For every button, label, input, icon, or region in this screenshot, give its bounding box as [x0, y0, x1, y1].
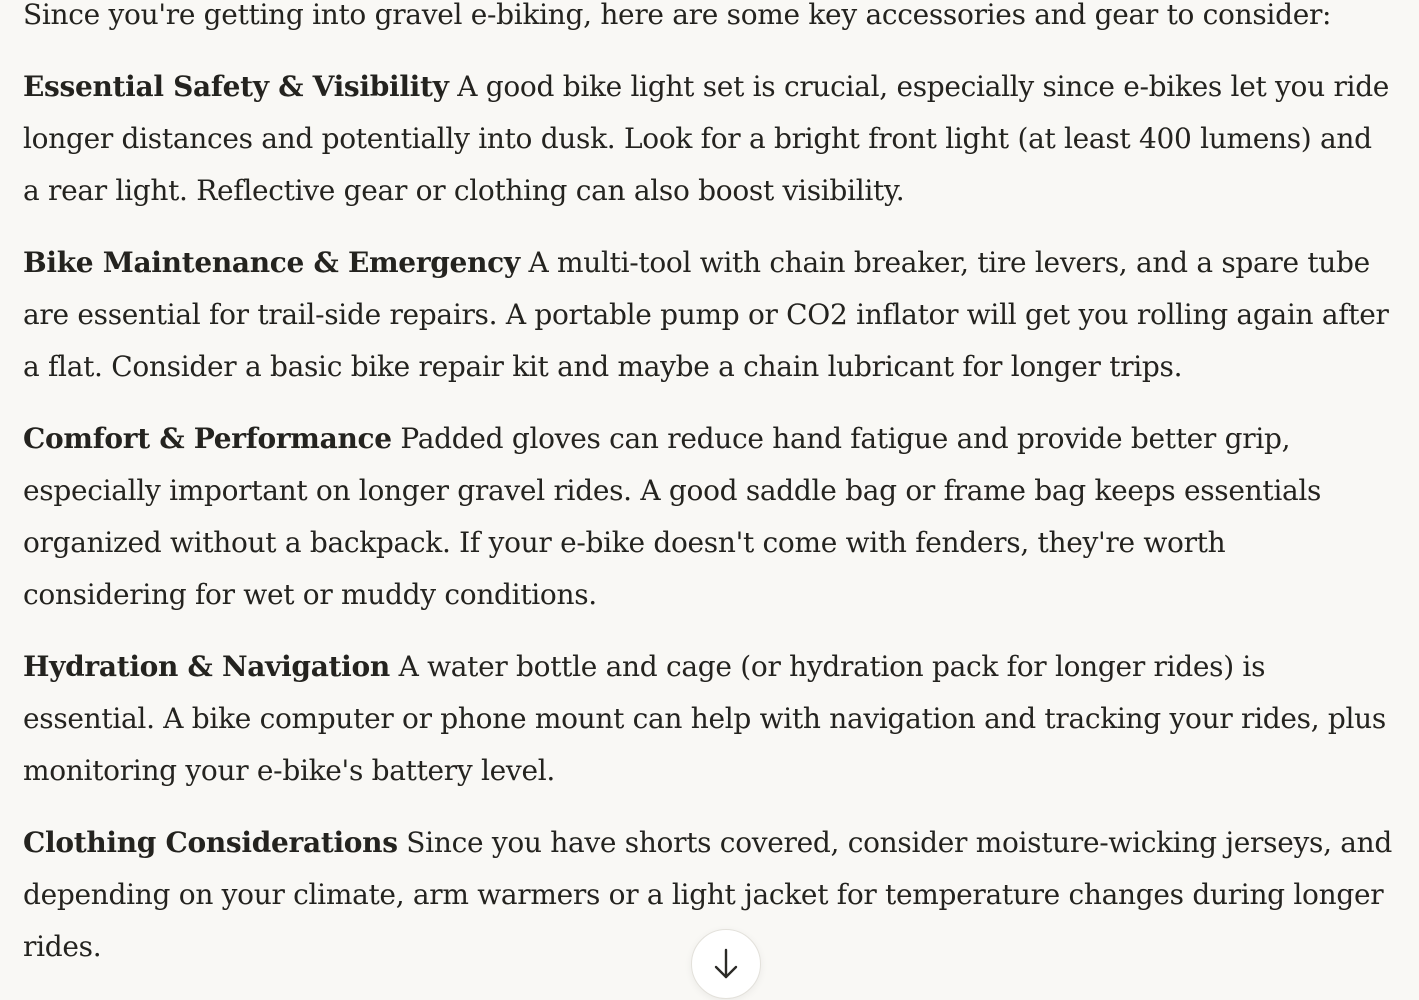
section-body: A multi-tool with chain breaker, tire levers, and a spare tube are essential for trail-side repairs. A portable pump or CO2 inflator will get you rolling again after a flat. Consider a basic bike repair kit and maybe a chain lubricant for longer trips. [23, 246, 1389, 383]
section-body: A water bottle and cage (or hydration pack for longer rides) is essential. A bike computer or phone mount can help with navigation and tracking your rides, plus monitoring your e-bike's battery level. [23, 650, 1386, 787]
section-comfort [23, 413, 1395, 621]
scroll-to-bottom-button[interactable] [691, 929, 761, 999]
section-title: Clothing Considerations [23, 826, 398, 859]
section-title: Essential Safety & Visibility [23, 70, 449, 103]
section-body: A good bike light set is crucial, especially since e-bikes let you ride longer distances and potentially into dusk. Look for a bright front light (at least 400 lumens) and a rear light. Reflective gear or clothing can also boost visibility. [23, 70, 1390, 207]
section-hydration [23, 641, 1395, 797]
section-safety [23, 61, 1395, 217]
section-body: Since you have shorts covered, consider moisture-wicking jerseys, and depending on your climate, arm warmers or a light jacket for temperature changes during longer rides. [23, 826, 1393, 963]
section-body: Padded gloves can reduce hand fatigue and provide better grip, especially important on longer gravel rides. A good saddle bag or frame bag keeps essentials organized without a backpack. If your e-bike doesn't come with fenders, they're worth considering for wet or muddy conditions. [23, 422, 1322, 611]
section-title: Hydration & Navigation [23, 650, 390, 683]
arrow-down-icon [712, 947, 740, 981]
message-intro: Since you're getting into gravel e-biking, here are some key accessories and gear to consider: [23, 0, 1332, 31]
section-title: Comfort & Performance [23, 422, 392, 455]
assistant-message [23, 0, 1395, 993]
section-maintenance [23, 237, 1395, 393]
section-title: Bike Maintenance & Emergency [23, 246, 520, 279]
